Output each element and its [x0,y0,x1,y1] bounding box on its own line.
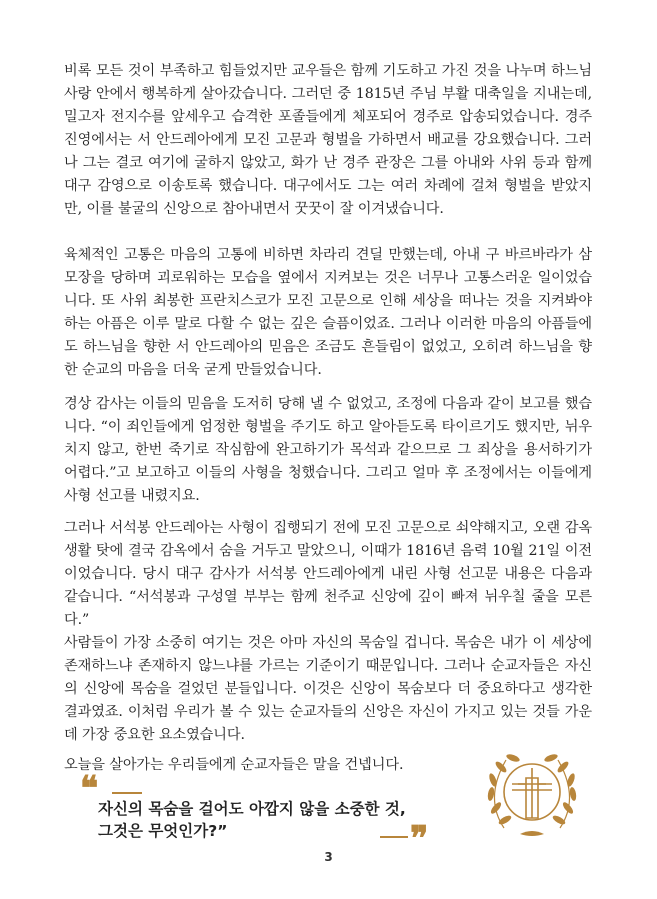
quote-rule-top [112,792,142,794]
pull-quote-line-1: 자신의 목숨을 걸어도 아깝지 않을 소중한 것, [98,800,406,818]
paragraph-intro-quote: 오늘을 살아가는 우리들에게 순교자들은 말을 건넵니다. [64,757,404,773]
paragraph-arrest: 비록 모든 것이 부족하고 힘들었지만 교우들은 함께 기도하고 가진 것을 나누며 하느님 사랑 안에서 행복하게 살아갔습니다. 그러던 중 1815년 주님 부활 대축일을 지내는데, 밀고자 전지수를 앞세우고 습격한 포졸들에게 체포되어 경주로 압송되었습니다. 경주 진영에서는 서 안드레아에게 모진 고문과 형벌을 가하면서 배교를 강요했습니다. 그러나 그는 결코 여기에 굴하지 않았고, 화가 난 경주 관장은 그를 아내와 사위 등과 함께 대구 감영으로 이송토록 했습니다. 대구에서도 그는 여러 차례에 걸쳐 형벌을 받았지만, 이를 불굴의 신앙으로 참아내면서 꿋꿋이 잘 이겨냈습니다. [64,63,592,217]
quote-rule-bottom [380,836,408,838]
pull-quote-line-2: 그것은 무엇인가?” [98,822,228,840]
pull-quote [80,769,440,859]
pull-quote-text [98,798,406,842]
cross-wreath-icon [476,738,588,850]
paragraph-reflection: 사람들이 가장 소중히 여기는 것은 아마 자신의 목숨일 겁니다. 목숨은 내가 이 세상에 존재하느냐 존재하지 않느냐를 가르는 기준이기 때문입니다. 그러나 순교자들은 자신의 신앙에 목숨을 걸었던 분들입니다. 이것은 신앙이 목숨보다 더 중요하다고 생각한 결과였죠. 이처럼 우리가 볼 수 있는 순교자들의 신앙은 자신이 가지고 있는 것들 가운데 가장 중요한 요소였습니다. [64,635,592,743]
paragraph-suffering: 육체적인 고통은 마음의 고통에 비하면 차라리 견딜 만했는데, 아내 구 바르바라가 삼모장을 당하며 괴로워하는 모습을 옆에서 지켜보는 것은 너무나 고통스러운 일이었습니다. 또 사위 최봉한 프란치스코가 모진 고문으로 인해 세상을 떠나는 것을 지켜봐야하는 아픔은 이루 말로 다할 수 없는 깊은 슬픔이었죠. 그러나 이러한 마음의 아픔들에도 하느님을 향한 서 안드레아의 믿음은 조금도 흔들림이 없었고, 오히려 하느님을 향한 순교의 마음을 더욱 굳게 만들었습니다. [64,247,592,378]
close-quote-icon: ❞ [410,819,429,859]
page-number: 3 [324,850,333,864]
paragraph-report: 경상 감사는 이들의 믿음을 도저히 당해 낼 수 없었고, 조정에 다음과 같이 보고를 했습니다. “이 죄인들에게 엄정한 형벌을 주기도 하고 알아듣도록 타이르기도 했지만, 뉘우치지 않고, 한번 죽기로 작심함에 완고하기가 목석과 같으므로 그 죄상을 용서하기가 어렵다.”고 보고하고 이들의 사형을 청했습니다. 그리고 얼마 후 조정에서는 이들에게 사형 선고를 내렸지요. [64,396,592,504]
open-quote-icon: ❝ [80,769,99,809]
paragraph-death: 그러나 서석봉 안드레아는 사형이 집행되기 전에 모진 고문으로 쇠약해지고, 오랜 감옥생활 탓에 결국 감옥에서 숨을 거두고 말았으니, 이때가 1816년 음력 10월 21일 이전이었습니다. 당시 대구 감사가 서석봉 안드레아에게 내린 사형 선고문 내용은 다음과 같습니다. “서석봉과 구성열 부부는 함께 천주교 신앙에 깊이 빠져 뉘우칠 줄을 모른다.” [64,520,592,628]
